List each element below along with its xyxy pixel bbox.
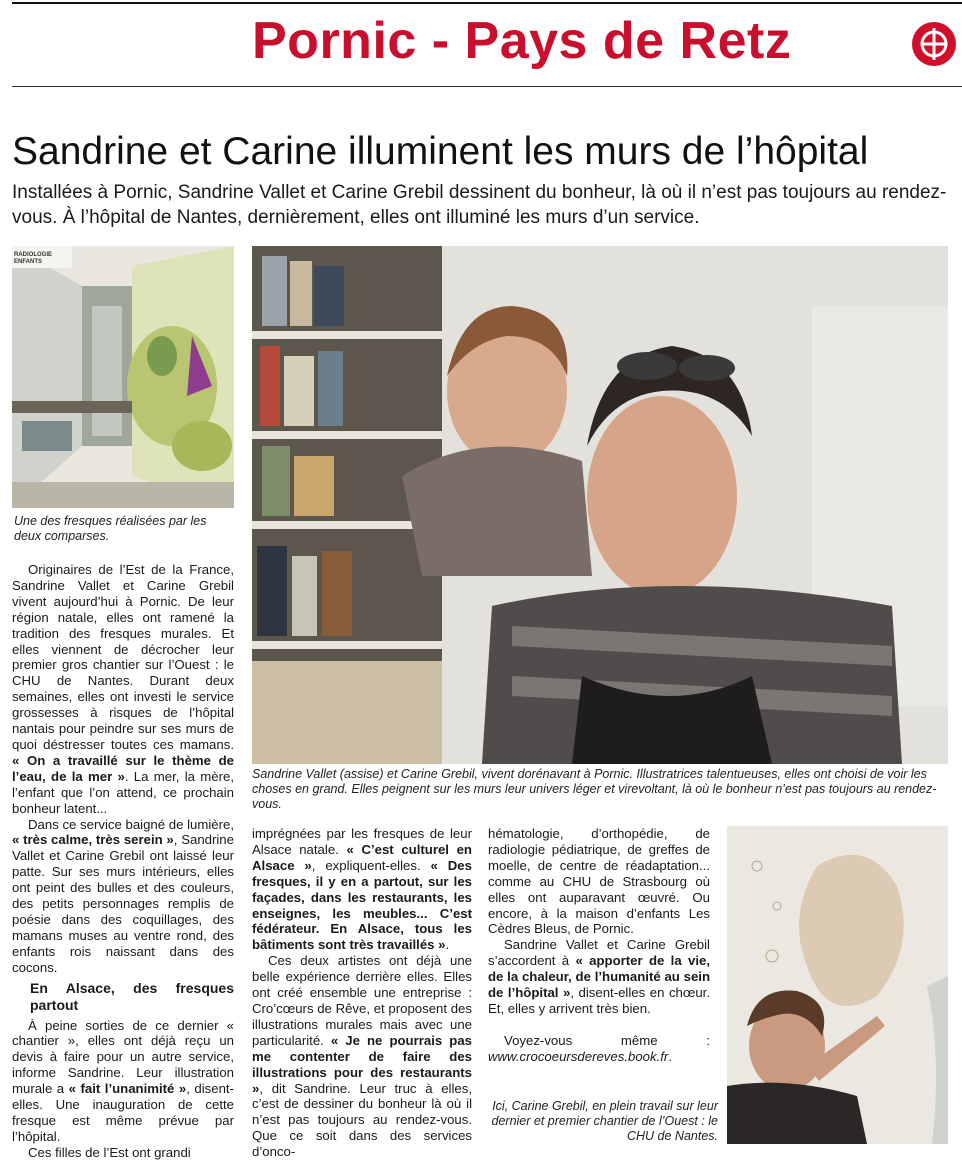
article-column-1 [12, 562, 234, 1161]
photo2-caption: Sandrine Vallet (assise) et Carine Grebil, vivent dorénavant à Pornic. Illustratrices talentueuses, elles ont choisi de voir les choses en grand. Elles peignent sur les murs leur univers léger et virevoltant, là où le bonheur n’est pas toujours au rendez-vous. [252, 767, 937, 811]
photo3-caption: Ici, Carine Grebil, en plein travail sur leur dernier et premier chantier de l’Ouest : le CHU de Nantes. [491, 1099, 718, 1143]
lead-paragraph: Installées à Pornic, Sandrine Vallet et Carine Grebil dessinent du bonheur, là où il n’est pas toujours au rendez-vous. À l’hôpital de Nantes, dernièrement, elles ont illuminé les murs d’un service. [12, 182, 947, 228]
body-paragraph: hématologie, d’orthopédie, de radiologie pédiatrique, de greffes de moelle, de centre de réadaptation... comme au CHU de Strasbourg où elles ont auparavant œuvré. Ou encore, à la maison d’enfants Les Cèdres Bleus, de Pornic. [488, 826, 710, 937]
photo1-caption: Une des fresques réalisées par les deux comparses. [14, 514, 207, 543]
artists-portrait-photo [252, 246, 948, 764]
body-paragraph: Dans ce service baigné de lumière, « très calme, très serein », Sandrine Vallet et Carine Grebil ont laissé leur patte. Sur ses murs intérieurs, elles ont peint des bulles et des couleurs, des petits personnages remplis de poésie dans des coquillages, des mamans muses au ventre rond, des enfants rois naissant dans des cocons. [12, 816, 234, 975]
body-paragraph: Ces filles de l’Est ont grandi [28, 1144, 191, 1160]
article-column-3 [488, 826, 710, 1065]
body-paragraph: Voyez-vous même : www.crocoeursdereves.book.fr. [488, 1032, 710, 1064]
radiologie-sign: RADIOLOGIE ENFANTS [14, 252, 53, 265]
fresco-corridor-photo [12, 246, 234, 508]
article-column-2 [252, 826, 472, 1160]
subheading: En Alsace, des fresques partout [30, 979, 234, 1013]
body-paragraph: Ces deux artistes ont déjà une belle expérience derrière elles. Elles ont créé ensemble une entreprise : Cro’cœurs de Rêve, et proposent des illustrations murales mais avec une particularité. « Je ne pourrais pas me contenter de faire des illustrations pour des restaurants », dit Sandrine. Leur truc à elles, c’est de dessiner du bonheur là où il n’est pas toujours au rendez-vous. Que ce soit dans des services d’onco- [252, 953, 472, 1160]
ouest-france-logo-icon [912, 22, 956, 66]
top-rule [12, 2, 962, 4]
body-paragraph: Sandrine Vallet et Carine Grebil s’accordent à « apporter de la vie, de la chaleur, de l’humanité au sein de l’hôpital », disent-elles en chœur. Et, elles y arrivent très bien. [488, 937, 710, 1016]
headline: Sandrine et Carine illuminent les murs de l’hôpital [12, 130, 869, 173]
header-rule [12, 86, 962, 87]
body-paragraph: imprégnées par les fresques de leur Alsace natale. « C’est culturel en Alsace », expliquent-elles. « Des fresques, il y en a partout, sur les façades, dans les restaurants, les enseignes, les meubles... C’est fédérateur. En Alsace, tous les bâtiments sont très travaillés ». [252, 826, 472, 953]
body-paragraph: Originaires de l’Est de la France, Sandrine Vallet et Carine Grebil vivent aujourd’hui à Pornic. De leur région natale, elles ont ramené la tradition des fresques murales. Et elles viennent de décrocher leur premier gros chantier sur l’Ouest : le CHU de Nantes. Durant deux semaines, elles ont investi le service grossesses à risques de l’hôpital nantais pour peindre sur ses murs de quoi déstresser toutes ces mamans. « On a travaillé sur le thème de l’eau, de la mer ». La mer, la mère, l’enfant que l’on attend, ce prochain bonheur latent... [12, 562, 234, 816]
body-paragraph: À peine sorties de ce dernier « chantier », elles ont déjà reçu un devis à faire pour un autre service, informe Sandrine. Leur illustration murale a « fait l’unanimité », disent-elles. Une inauguration de cette fresque est même prévue par l’hôpital. [12, 1017, 234, 1144]
website-link[interactable]: www.crocoeursdereves.book.fr [488, 1048, 669, 1064]
section-title: Pornic - Pays de Retz [252, 12, 792, 70]
painting-at-work-photo [727, 826, 948, 1144]
